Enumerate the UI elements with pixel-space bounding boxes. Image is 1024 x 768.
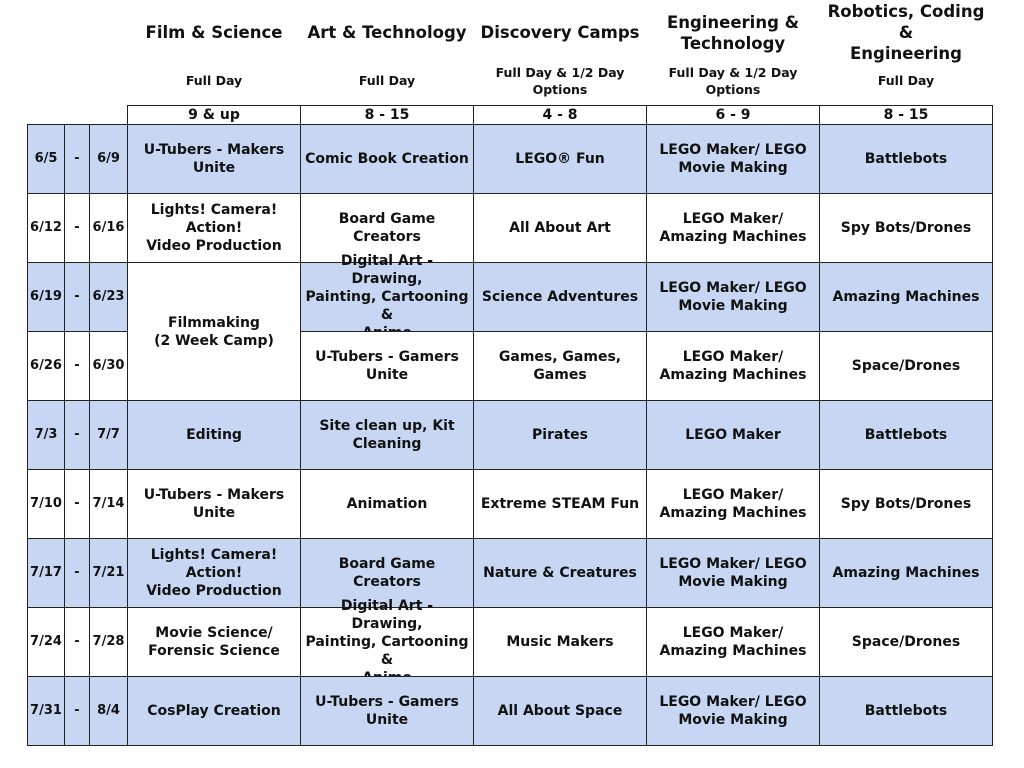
art-technology-camp: Board Game Creators xyxy=(300,538,474,608)
column-duration: Full Day xyxy=(877,73,935,88)
week-end-date: 6/30 xyxy=(89,331,128,401)
robotics-camp: Spy Bots/Drones xyxy=(819,469,993,539)
robotics-camp: Spy Bots/Drones xyxy=(819,193,993,263)
engineering-camp: LEGO Maker/ LEGO Movie Making xyxy=(646,262,820,332)
discovery-camp: LEGO® Fun xyxy=(473,124,647,194)
discovery-camp: Nature & Creatures xyxy=(473,538,647,608)
column-duration: Full Day & 1/2 Day Options xyxy=(668,64,798,97)
column-title: Engineering & Technology xyxy=(666,12,800,53)
column-title: Robotics, Coding & Engineering xyxy=(827,2,985,63)
week-end-date: 6/9 xyxy=(89,124,128,194)
film-science-camp: U-Tubers - Makers Unite xyxy=(127,469,301,539)
week-end-date: 7/21 xyxy=(89,538,128,608)
art-technology-camp: Drawing, Painting, Cartooning & xyxy=(300,262,474,332)
discovery-camp: All About Art xyxy=(473,193,647,263)
week-start-date: 7/31 xyxy=(27,676,65,746)
week-start-date: 6/26 xyxy=(27,331,65,401)
engineering-camp: LEGO Maker/ LEGO Movie Making xyxy=(646,124,820,194)
film-science-camp: Lights! Camera! Action! Video Production xyxy=(127,193,301,263)
week-date-separator: - xyxy=(64,331,90,401)
week-date-separator: - xyxy=(64,193,90,263)
engineering-camp: LEGO Maker xyxy=(646,400,820,470)
engineering-camp: LEGO Maker/ LEGO Movie Making xyxy=(646,676,820,746)
engineering-camp: LEGO Maker/ LEGO Movie Making xyxy=(646,538,820,608)
column-age-range: 9 & up xyxy=(127,105,301,125)
art-technology-camp: U-Tubers - Gamers Unite xyxy=(300,676,474,746)
film-science-camp: Editing xyxy=(127,400,301,470)
engineering-camp: LEGO Maker/ Amazing Machines xyxy=(646,607,820,677)
week-start-date: 7/3 xyxy=(27,400,65,470)
discovery-camp: Games, Games, Games xyxy=(473,331,647,401)
discovery-camp: Extreme STEAM Fun xyxy=(473,469,647,539)
week-end-date: 7/14 xyxy=(89,469,128,539)
film-science-camp: Movie Science/ Forensic Science xyxy=(127,607,301,677)
robotics-camp: Battlebots xyxy=(819,676,993,746)
week-end-date: 6/23 xyxy=(89,262,128,332)
column-duration: Full Day xyxy=(185,73,243,88)
art-technology-camp: U-Tubers - Gamers Unite xyxy=(300,331,474,401)
engineering-camp: LEGO Maker/ Amazing Machines xyxy=(646,331,820,401)
robotics-camp: Space/Drones xyxy=(819,607,993,677)
film-science-camp: Lights! Camera! Action! Video Production xyxy=(127,538,301,608)
robotics-camp: Amazing Machines xyxy=(819,538,993,608)
week-date-separator: - xyxy=(64,124,90,194)
week-date-separator: - xyxy=(64,469,90,539)
discovery-camp: Science Adventures xyxy=(473,262,647,332)
film-science-camp: Filmmaking (2 Week Camp) xyxy=(127,262,301,401)
week-end-date: 6/16 xyxy=(89,193,128,263)
column-age-range: 8 - 15 xyxy=(300,105,474,125)
column-title: Film & Science xyxy=(145,23,283,42)
week-date-separator: - xyxy=(64,538,90,608)
discovery-camp: Pirates xyxy=(473,400,647,470)
robotics-camp: Battlebots xyxy=(819,124,993,194)
column-age-range: 8 - 15 xyxy=(819,105,993,125)
week-start-date: 7/10 xyxy=(27,469,65,539)
engineering-camp: LEGO Maker/ Amazing Machines xyxy=(646,469,820,539)
robotics-camp: Amazing Machines xyxy=(819,262,993,332)
week-start-date: 6/12 xyxy=(27,193,65,263)
week-start-date: 6/5 xyxy=(27,124,65,194)
discovery-camp: All About Space xyxy=(473,676,647,746)
week-start-date: 7/24 xyxy=(27,607,65,677)
art-technology-camp: Drawing, Painting, Cartooning & xyxy=(300,607,474,677)
engineering-camp: LEGO Maker/ Amazing Machines xyxy=(646,193,820,263)
column-title: Art & Technology xyxy=(307,23,467,42)
art-technology-camp: Site clean up, Kit Cleaning xyxy=(300,400,474,470)
week-start-date: 7/17 xyxy=(27,538,65,608)
art-technology-camp: Comic Book Creation xyxy=(300,124,474,194)
art-technology-camp: Animation xyxy=(300,469,474,539)
week-end-date: 8/4 xyxy=(89,676,128,746)
column-duration: Full Day & 1/2 Day Options xyxy=(495,64,625,97)
week-date-separator: - xyxy=(64,400,90,470)
week-end-date: 7/28 xyxy=(89,607,128,677)
column-duration: Full Day xyxy=(358,73,416,88)
column-title: Discovery Camps xyxy=(480,23,640,42)
week-date-separator: - xyxy=(64,676,90,746)
week-date-separator: - xyxy=(64,262,90,332)
film-science-camp: CosPlay Creation xyxy=(127,676,301,746)
column-age-range: 4 - 8 xyxy=(473,105,647,125)
week-date-separator: - xyxy=(64,607,90,677)
column-age-range: 6 - 9 xyxy=(646,105,820,125)
robotics-camp: Space/Drones xyxy=(819,331,993,401)
discovery-camp: Music Makers xyxy=(473,607,647,677)
week-end-date: 7/7 xyxy=(89,400,128,470)
week-start-date: 6/19 xyxy=(27,262,65,332)
film-science-camp: U-Tubers - Makers Unite xyxy=(127,124,301,194)
art-technology-camp: Board Game Creators xyxy=(300,193,474,263)
robotics-camp: Battlebots xyxy=(819,400,993,470)
